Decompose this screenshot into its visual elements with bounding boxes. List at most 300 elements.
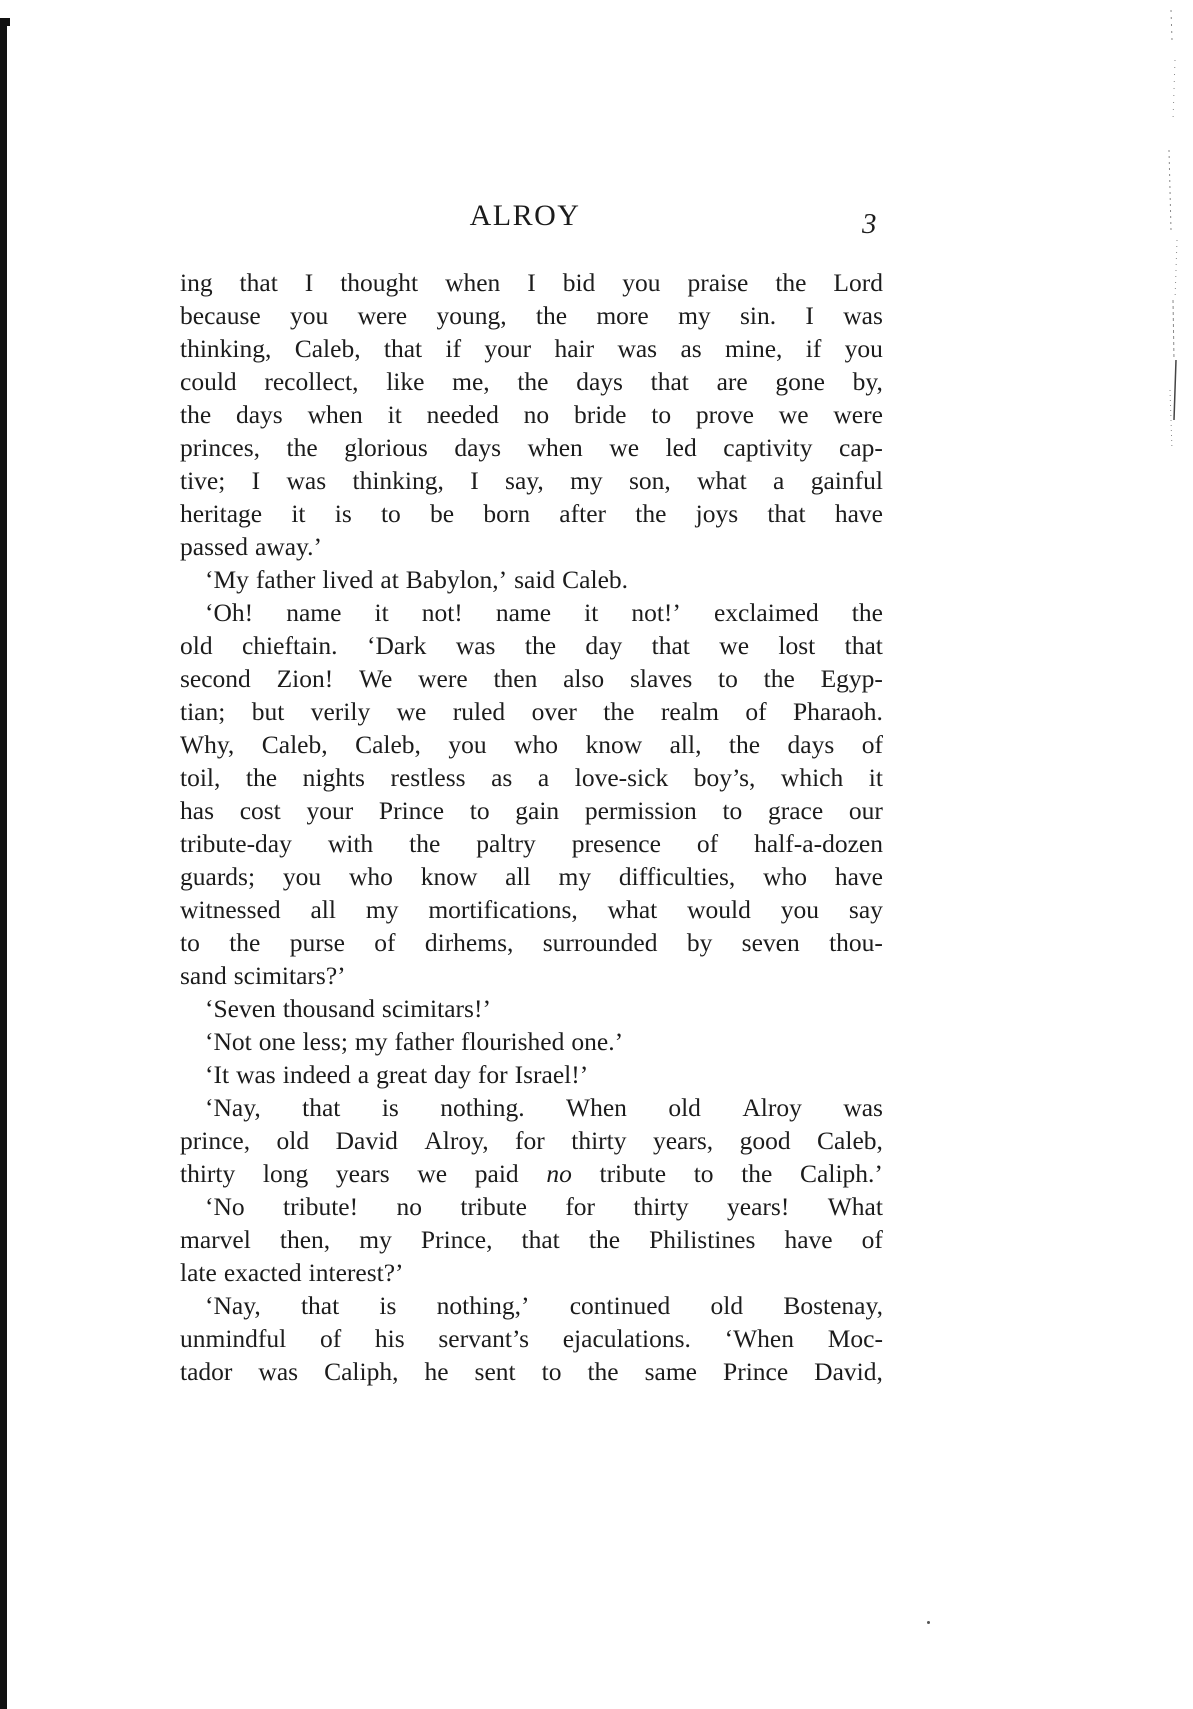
word: bid [562,268,596,297]
word: was [258,1357,299,1386]
text-line [180,926,883,959]
word: because [180,301,261,330]
word: long [262,1159,309,1188]
word: old [276,1126,310,1155]
text-line [180,728,883,761]
word: thousand [282,994,375,1023]
word: it [387,400,402,429]
word: prince, [180,1126,251,1155]
word: to [469,796,490,825]
word: the [517,367,549,396]
word: a [357,1060,370,1089]
word: years! [727,1192,790,1221]
word: Prince, [420,1225,493,1254]
word: as [680,334,702,363]
word: is [334,499,352,528]
word: ‘When [724,1324,794,1353]
text-line [180,332,883,365]
word: not!’ [631,598,681,627]
word: the [635,499,667,528]
body-text [180,266,883,1388]
word: tribute! [283,1192,359,1221]
word: good [739,1126,791,1155]
word: we [778,400,809,429]
word: prove [695,400,754,429]
word: old [180,631,213,660]
word: no [396,1192,422,1221]
word: was [843,1093,883,1122]
word: continued [569,1291,671,1320]
word: was [236,1060,276,1089]
text-line [180,1025,883,1058]
word: Caleb, [355,730,421,759]
word: that [302,1093,341,1122]
word: we [396,697,427,726]
word: it [584,598,599,627]
word: that [300,1291,340,1320]
word: all [310,895,336,924]
word: mortifications, [428,895,578,924]
word: love-sick [574,763,669,792]
word: lived [322,565,374,594]
word: have [834,499,883,528]
word: have [784,1225,833,1254]
word: if [445,334,462,363]
word: the [588,1225,621,1254]
binding-edge-corner [0,18,10,26]
word: when [445,268,501,297]
word: to [693,1159,714,1188]
text-line [180,365,883,398]
word: the [286,433,318,462]
word: realm [660,697,719,726]
word: were [357,301,408,330]
word: mine, [725,334,783,363]
word: exacted [223,1258,302,1287]
word: tador [180,1357,233,1386]
word: away.’ [254,532,322,561]
word: the [245,763,278,792]
word: Zion! [276,664,334,693]
word: second [180,664,251,693]
word: not! [421,598,463,627]
word: Caleb, [817,1126,883,1155]
word: the [535,301,568,330]
text-line [180,860,883,893]
word: one [258,1027,296,1056]
word: the [409,829,441,858]
word: guards; [180,862,256,891]
word: days [576,367,623,396]
word: sent [474,1357,516,1386]
text-line [180,629,883,662]
word: Pharaoh. [792,697,883,726]
word: to [380,499,401,528]
word: day [434,1060,471,1089]
text-line [180,662,883,695]
word: day [585,631,623,660]
word: who [348,862,393,891]
text-line [180,794,883,827]
word: the [763,664,795,693]
word: you [282,862,322,891]
text-line [180,1289,883,1322]
word: over [531,697,577,726]
word: you [622,268,661,297]
word: my [354,1027,388,1056]
word: indeed [282,1060,351,1089]
word: ejaculations. [562,1324,691,1353]
word: Philistines [649,1225,756,1254]
text-line [180,761,883,794]
word: it [291,499,306,528]
word: to [180,928,200,957]
word: the [229,928,261,957]
word: sand [180,961,227,990]
word: heritage [180,499,263,528]
word: was [843,301,883,330]
text-line [180,992,883,1025]
word: thou- [829,928,883,957]
word: are [716,367,748,396]
word: gain [515,796,560,825]
word: praise [687,268,749,297]
word: what [607,895,658,924]
word: dirhems, [424,928,514,957]
word: son, [629,466,671,495]
word: ‘Dark [366,631,427,660]
word: is [379,1291,397,1320]
word: ‘Seven [205,994,276,1023]
word: tribute [599,1159,667,1188]
word: of [745,697,767,726]
word: chieftain. [241,631,338,660]
word: tian; [180,697,226,726]
word: thirty [571,1126,627,1155]
word: marvel [180,1225,251,1254]
word: you [290,301,329,330]
text-line [180,1355,883,1388]
word: by, [852,367,883,396]
word: a [773,466,785,495]
word: When [566,1093,627,1122]
word: years [335,1159,390,1188]
word: glorious [344,433,428,462]
word: who [514,730,558,759]
word: my [678,301,711,330]
text-line [180,563,883,596]
word: when [307,400,363,429]
word: surrounded [542,928,658,957]
text-line [180,1091,883,1124]
word: nothing,’ [436,1291,530,1320]
word: thirty [633,1192,689,1221]
word: who [763,862,808,891]
word: old [710,1291,744,1320]
word: difficulties, [618,862,736,891]
text-line [180,1256,883,1289]
word: joys [695,499,739,528]
word: for [565,1192,596,1221]
word: Babylon,’ [405,565,508,594]
word: as [491,763,513,792]
text-line [180,464,883,497]
word: father [255,565,316,594]
word: tive; [180,466,226,495]
word: ‘It [205,1060,230,1089]
text-line [180,530,883,563]
word: for [477,1060,508,1089]
word: the [587,1357,619,1386]
word: name [495,598,552,627]
word: paid [474,1159,519,1188]
word: at [380,565,399,594]
word: then, [279,1225,331,1254]
word: what [697,466,747,495]
word: that [650,367,689,396]
word: thinking, [180,334,272,363]
word: old [668,1093,701,1122]
word: to [651,400,672,429]
word: nights [302,763,365,792]
word: Why, [180,730,235,759]
word: cap- [839,433,883,462]
word: more [596,301,649,330]
word: I [805,301,814,330]
word: after [559,499,607,528]
word: his [374,1324,405,1353]
word: of [861,1225,883,1254]
word: like [386,367,425,396]
word: was [286,466,327,495]
word: great [376,1060,428,1089]
word: recollect, [264,367,359,396]
word: all, [669,730,702,759]
text-line [180,596,883,629]
word: of [696,829,719,858]
word: We [359,664,393,693]
word: boy’s, [693,763,756,792]
word: scimitars?’ [233,961,346,990]
word: said [514,565,556,594]
word: with [327,829,374,858]
word: you [780,895,820,924]
running-title: ALROY [469,199,581,232]
word: has [180,796,214,825]
word: the [851,598,883,627]
word: Israel!’ [514,1060,589,1089]
word: my [570,466,603,495]
word: restless [390,763,466,792]
word: ‘Nay, [205,1291,261,1320]
word: interest?’ [308,1258,404,1287]
word: the [524,631,557,660]
word: servant’s [438,1324,530,1353]
word: Prince [378,796,445,825]
word: is [381,1093,399,1122]
word: one.’ [571,1027,624,1056]
word: David [335,1126,398,1155]
word: of [374,928,396,957]
running-head [0,196,1193,240]
word: my [558,862,592,891]
word: know [420,862,478,891]
word: of [861,730,883,759]
word: days [235,400,283,429]
word: I [470,466,479,495]
word: your [484,334,532,363]
word: Caleb, [294,334,361,363]
word: no [546,1159,572,1188]
word: that [844,631,883,660]
text-line [180,959,883,992]
word: flourished [460,1027,565,1056]
word: we [719,631,750,660]
word: exclaimed [713,598,819,627]
word: my [365,895,399,924]
word: that [239,268,278,297]
word: a [537,763,550,792]
word: my [359,1225,392,1254]
word: he [424,1357,449,1386]
word: young, [436,301,507,330]
word: the [603,697,635,726]
word: thirty [180,1159,236,1188]
word: born [483,499,531,528]
word: same [644,1357,698,1386]
text-line [180,1124,883,1157]
word: all [505,862,531,891]
word: to [541,1357,562,1386]
word: late [180,1258,217,1287]
word: father [394,1027,454,1056]
word: you [448,730,487,759]
text-line [180,1322,883,1355]
word: I [527,268,536,297]
word: if [805,334,822,363]
word: the [775,268,807,297]
word: slaves [629,664,693,693]
word: you [844,334,883,363]
print-speck [927,1621,930,1624]
text-line [180,1058,883,1091]
text-line [180,266,883,299]
word: toil, [180,763,221,792]
word: lost [778,631,816,660]
word: to [722,796,743,825]
word: paltry [476,829,536,858]
word: permission [584,796,697,825]
word: which [780,763,844,792]
word: years, [652,1126,714,1155]
text-line [180,431,883,464]
word: Caliph.’ [800,1159,883,1188]
text-line [180,1190,883,1223]
word: know [585,730,643,759]
word: purse [289,928,345,957]
word: Caleb, [261,730,328,759]
page-number: 3 [862,208,877,240]
word: nothing. [440,1093,525,1122]
word: gainful [810,466,883,495]
word: me, [452,367,490,396]
word: ‘Nay, [205,1093,261,1122]
word: thinking, [352,466,444,495]
word: days [454,433,502,462]
word: that [383,334,423,363]
text-line [180,497,883,530]
word: that [651,631,690,660]
word: ‘Oh! [205,598,254,627]
word: by [686,928,713,957]
word: of [319,1324,342,1353]
word: ruled [452,697,506,726]
word: it [374,598,389,627]
word: then [493,664,538,693]
word: say [848,895,883,924]
word: half-a-dozen [754,829,883,858]
word: our [848,796,883,825]
word: we [417,1159,448,1188]
word: tribute [460,1192,527,1221]
word: that [521,1225,560,1254]
word: your [306,796,354,825]
word: Alroy, [424,1126,489,1155]
word: was [455,631,496,660]
word: it [868,763,883,792]
word: Bostenay, [783,1291,883,1320]
word: have [834,862,883,891]
word: would [687,895,751,924]
word: hair [554,334,595,363]
word: days [787,730,835,759]
word: were [833,400,883,429]
word: verily [310,697,371,726]
word: led [665,433,697,462]
word: the [728,730,761,759]
text-line [180,695,883,728]
word: princes, [180,433,261,462]
word: was [617,334,658,363]
word: sin. [739,301,777,330]
word: could [180,367,237,396]
word: the [180,400,212,429]
word: seven [741,928,800,957]
binding-edge [0,18,7,1709]
word: bride [574,400,627,429]
word: were [418,664,468,693]
text-line [180,1157,883,1190]
word: gone [775,367,825,396]
word: ‘Not [205,1027,252,1056]
word: when [527,433,583,462]
word: for [515,1126,545,1155]
word: ing [180,268,213,297]
word: say, [505,466,544,495]
word: Lord [833,268,883,297]
word: presence [571,829,661,858]
word: name [286,598,342,627]
text-line [180,827,883,860]
word: less; [302,1027,348,1056]
word: Prince [723,1357,789,1386]
word: Alroy [742,1093,802,1122]
word: cost [239,796,281,825]
word: the [741,1159,773,1188]
word: witnessed [180,895,281,924]
word: we [609,433,640,462]
word: needed [426,400,499,429]
